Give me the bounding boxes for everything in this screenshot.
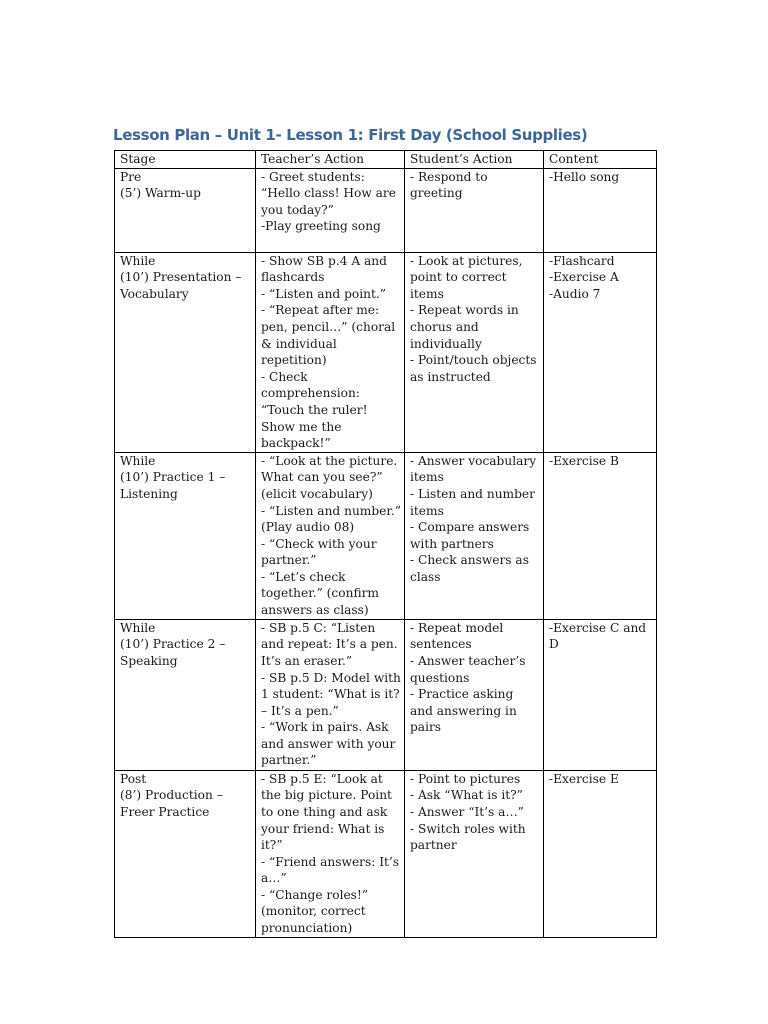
header-teacher-action: Teacher’s Action bbox=[256, 151, 405, 169]
stage-cell: While (10’) Practice 2 – Speaking bbox=[115, 619, 256, 770]
table-row-practice-speaking bbox=[115, 619, 657, 770]
header-stage: Stage bbox=[115, 151, 256, 169]
stage-cell: Post (8’) Production – Freer Practice bbox=[115, 770, 256, 937]
lesson-plan-table bbox=[114, 150, 657, 938]
teacher-action-cell: - “Look at the picture. What can you see?” (elicit vocabulary) - “Listen and number.” (Play audio 08) - “Check with your partner.” - “Let’s check together.” (confirm answers as class) bbox=[256, 452, 405, 619]
table-row-warm-up bbox=[115, 168, 657, 252]
teacher-action-cell: - SB p.5 C: “Listen and repeat: It’s a pen. It’s an eraser.” - SB p.5 D: Model with 1 student: “What is it? – It’s a pen.” - “Work in pairs. Ask and answer with your partner.” bbox=[256, 619, 405, 770]
content-cell: -Exercise E bbox=[544, 770, 657, 937]
table-header-row bbox=[115, 151, 657, 169]
stage-cell: Pre (5’) Warm-up bbox=[115, 168, 256, 252]
stage-cell: While (10’) Presentation – Vocabulary bbox=[115, 252, 256, 452]
content-cell: -Hello song bbox=[544, 168, 657, 252]
teacher-action-cell: - Greet students: “Hello class! How are you today?” -Play greeting song bbox=[256, 168, 405, 252]
document-title: Lesson Plan – Unit 1- Lesson 1: First Day (School Supplies) bbox=[113, 126, 588, 144]
student-action-cell: - Respond to greeting bbox=[405, 168, 544, 252]
teacher-action-cell: - SB p.5 E: “Look at the big picture. Point to one thing and ask your friend: What is it?” - “Friend answers: It’s a…” - “Change roles!” (monitor, correct pronunciation) bbox=[256, 770, 405, 937]
student-action-cell: - Look at pictures, point to correct items - Repeat words in chorus and individually - Point/touch objects as instructed bbox=[405, 252, 544, 452]
table-row-presentation bbox=[115, 252, 657, 452]
student-action-cell: - Repeat model sentences - Answer teacher’s questions - Practice asking and answering in pairs bbox=[405, 619, 544, 770]
student-action-cell: - Answer vocabulary items - Listen and number items - Compare answers with partners - Check answers as class bbox=[405, 452, 544, 619]
table-row-production bbox=[115, 770, 657, 937]
header-content: Content bbox=[544, 151, 657, 169]
content-cell: -Exercise B bbox=[544, 452, 657, 619]
content-cell: -Exercise C and D bbox=[544, 619, 657, 770]
teacher-action-cell: - Show SB p.4 A and flashcards - “Listen and point.” - “Repeat after me: pen, pencil…” (choral & individual repetition) - Check comprehension: “Touch the ruler! Show me the backpack!” bbox=[256, 252, 405, 452]
header-student-action: Student’s Action bbox=[405, 151, 544, 169]
content-cell: -Flashcard -Exercise A -Audio 7 bbox=[544, 252, 657, 452]
stage-cell: While (10’) Practice 1 – Listening bbox=[115, 452, 256, 619]
student-action-cell: - Point to pictures - Ask “What is it?” - Answer “It’s a…” - Switch roles with partner bbox=[405, 770, 544, 937]
table-row-practice-listening bbox=[115, 452, 657, 619]
